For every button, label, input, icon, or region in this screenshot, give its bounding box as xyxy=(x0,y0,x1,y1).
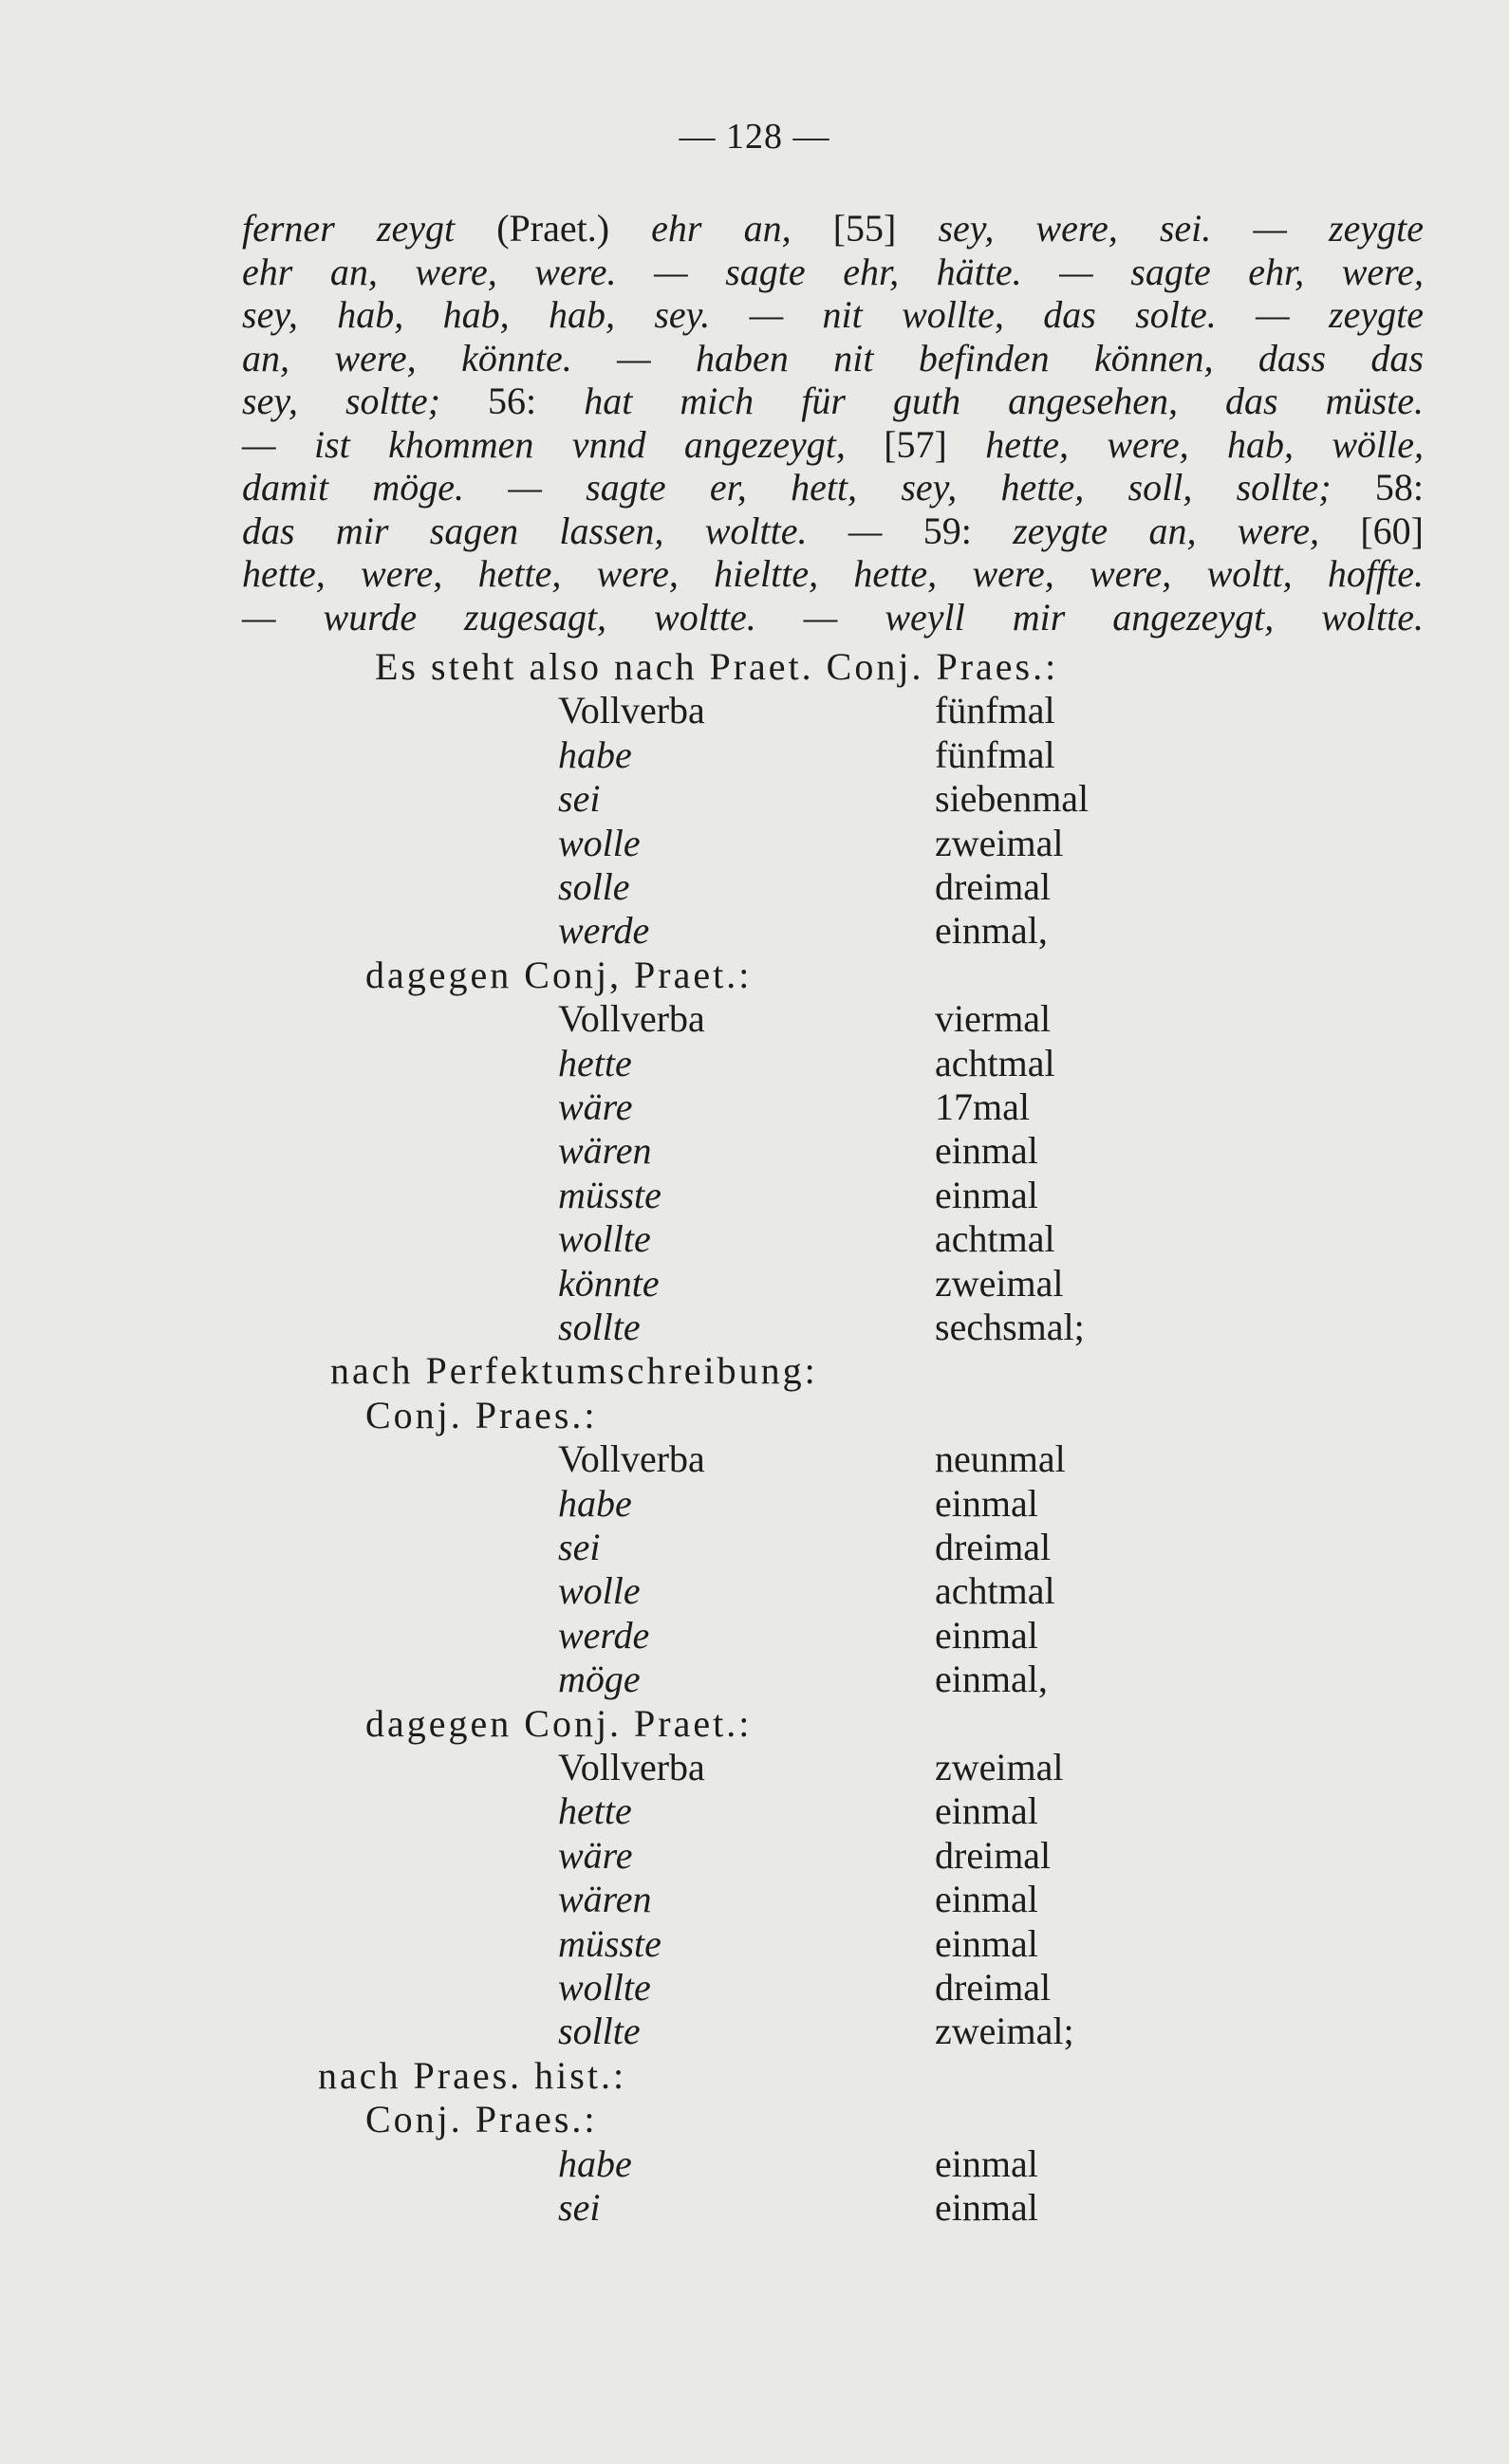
verb-form: hette xyxy=(558,1042,632,1084)
verb-form: Vollverba xyxy=(558,997,705,1040)
paragraph-line: ehr an, were, were. — sagte ehr, hätte. — sagte ehr, were, xyxy=(242,250,1424,293)
verb-form: habe xyxy=(558,1482,632,1525)
verb-form: müsste xyxy=(558,1922,661,1965)
section-label: dagegen Conj, Praet.: xyxy=(365,954,753,996)
verb-form: möge xyxy=(558,1658,641,1700)
verb-form: wären xyxy=(558,1129,652,1172)
verb-form: sei xyxy=(558,1526,601,1568)
verb-count: einmal xyxy=(935,1878,1038,1920)
verb-count: einmal, xyxy=(935,1658,1048,1700)
verb-form: Vollverba xyxy=(558,1437,705,1480)
verb-count: siebenmal xyxy=(935,777,1090,820)
verb-count: dreimal xyxy=(935,1526,1052,1568)
verb-count: einmal xyxy=(935,1789,1038,1832)
verb-count: einmal xyxy=(935,1129,1038,1172)
verb-form: hette xyxy=(558,1789,632,1832)
verb-count: einmal xyxy=(935,1174,1038,1216)
verb-form: habe xyxy=(558,733,632,776)
verb-count: fünfmal xyxy=(935,733,1055,776)
verb-form: werde xyxy=(558,909,650,952)
verb-count: einmal xyxy=(935,2142,1038,2185)
verb-form: wäre xyxy=(558,1085,633,1128)
paragraph-line: sey, soltte; 56: hat mich für guth angesehen, das müste. xyxy=(242,380,1424,422)
paragraph-line: hette, were, hette, were, hieltte, hette, were, were, woltt, hoffte. xyxy=(242,552,1424,595)
section-label: nach Praes. hist.: xyxy=(318,2054,627,2097)
paragraph xyxy=(242,207,1424,639)
paragraph-line: an, were, könnte. — haben nit befinden können, dass das xyxy=(242,336,1424,380)
verb-form: sollte xyxy=(558,2010,641,2052)
verb-count: einmal, xyxy=(935,909,1048,952)
page-number: — 128 — xyxy=(679,117,830,157)
verb-form: sei xyxy=(558,2186,601,2229)
verb-form: sei xyxy=(558,777,601,820)
verb-count: einmal xyxy=(935,1482,1038,1525)
verb-count: dreimal xyxy=(935,1834,1052,1877)
verb-count: einmal xyxy=(935,2186,1038,2229)
verb-count: neunmal xyxy=(935,1437,1066,1480)
verb-count: achtmal xyxy=(935,1217,1055,1260)
section-label: dagegen Conj. Praet.: xyxy=(365,1702,753,1745)
verb-form: wollte xyxy=(558,1966,651,2009)
verb-form: Vollverba xyxy=(558,689,705,732)
verb-count: 17mal xyxy=(935,1085,1030,1128)
section-label: nach Perfektumschreibung: xyxy=(330,1349,818,1392)
verb-count: viermal xyxy=(935,997,1052,1040)
verb-count: zweimal; xyxy=(935,2010,1074,2052)
section-label: Conj. Praes.: xyxy=(365,2098,598,2140)
section-intro: Es steht also nach Praet. Conj. Praes.: xyxy=(375,645,1059,688)
verb-form: habe xyxy=(558,2142,632,2185)
verb-form: Vollverba xyxy=(558,1746,705,1788)
verb-form: wäre xyxy=(558,1834,633,1877)
paragraph-line: das mir sagen lassen, woltte. — 59: zeygte an, were, [60] xyxy=(242,509,1424,552)
verb-form: wollte xyxy=(558,1217,651,1260)
verb-count: zweimal xyxy=(935,1262,1064,1305)
verb-count: zweimal xyxy=(935,1746,1064,1788)
verb-count: einmal xyxy=(935,1922,1038,1965)
verb-form: solle xyxy=(558,865,630,908)
verb-count: fünfmal xyxy=(935,689,1055,732)
verb-form: wären xyxy=(558,1878,652,1920)
verb-form: wolle xyxy=(558,822,641,864)
verb-form: wolle xyxy=(558,1569,641,1612)
verb-count: einmal xyxy=(935,1614,1038,1657)
section-label: Conj. Praes.: xyxy=(365,1394,598,1436)
verb-count: zweimal xyxy=(935,822,1064,864)
verb-form: könnte xyxy=(558,1262,660,1305)
paragraph-line: damit möge. — sagte er, hett, sey, hette, soll, sollte; 58: xyxy=(242,466,1424,509)
verb-count: achtmal xyxy=(935,1569,1055,1612)
verb-count: dreimal xyxy=(935,865,1052,908)
verb-count: sechsmal; xyxy=(935,1306,1085,1348)
paragraph-line: — ist khommen vnnd angezeygt, [57] hette, were, hab, wölle, xyxy=(242,422,1424,466)
verb-count: dreimal xyxy=(935,1966,1052,2009)
verb-form: müsste xyxy=(558,1174,661,1216)
verb-form: sollte xyxy=(558,1306,641,1348)
verb-count: achtmal xyxy=(935,1042,1055,1084)
paragraph-line: — wurde zugesagt, woltte. — weyll mir angezeygt, woltte. xyxy=(242,595,1424,639)
paragraph-line: ferner zeygt (Praet.) ehr an, [55] sey, were, sei. — zeygte xyxy=(242,207,1424,250)
verb-form: werde xyxy=(558,1614,650,1657)
paragraph-line: sey, hab, hab, hab, sey. — nit wollte, das solte. — zeygte xyxy=(242,293,1424,336)
